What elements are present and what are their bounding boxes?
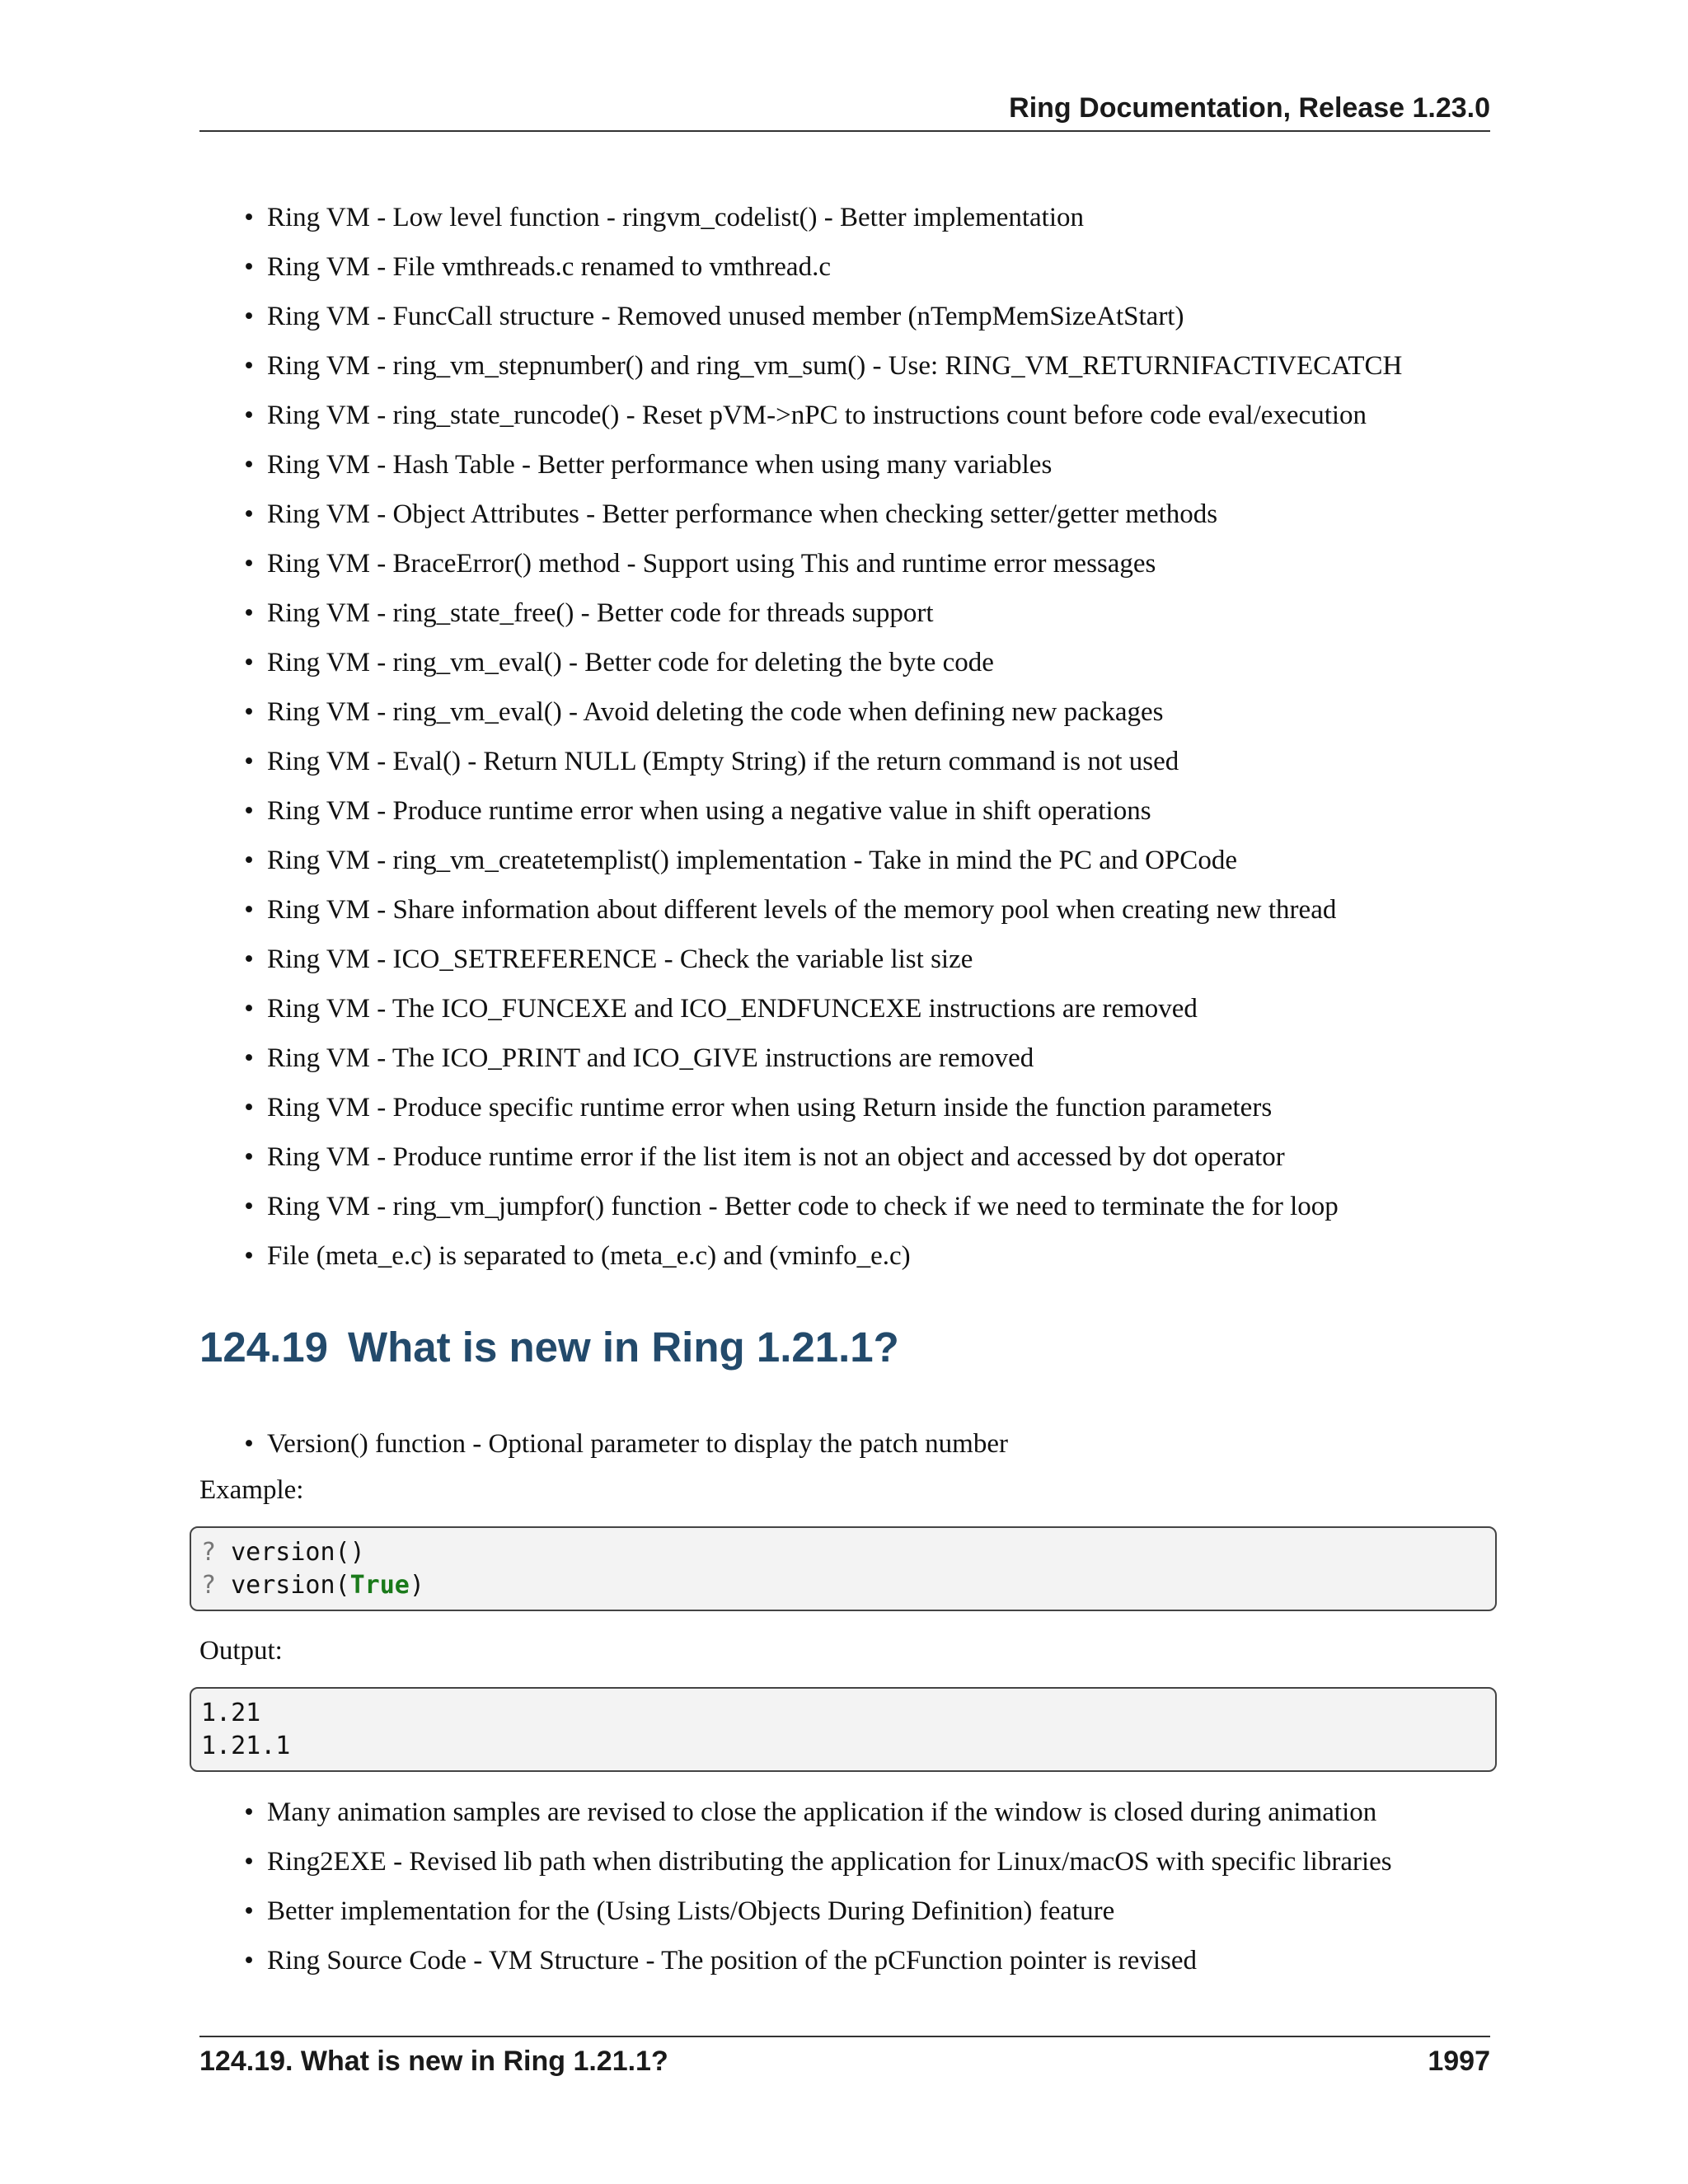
list-item-text: Ring VM - Produce specific runtime error when using Return inside the function parameters <box>267 1093 1273 1122</box>
footer-divider <box>199 2036 1490 2037</box>
bullet-icon: • <box>244 1797 254 1827</box>
list-item-text: Ring VM - ring_vm_eval() - Better code for deleting the byte code <box>267 648 994 677</box>
list-item <box>199 490 1490 539</box>
code-text: version( <box>216 1571 350 1600</box>
list-item <box>199 391 1490 440</box>
code-prompt: ? <box>201 1538 217 1567</box>
list-item-text: Version() function - Optional parameter to display the patch number <box>267 1429 1008 1459</box>
bullet-icon: • <box>244 450 254 480</box>
list-item <box>199 638 1490 687</box>
list-item-text: Ring VM - ring_state_runcode() - Reset pVM->nPC to instructions count before code eval/execution <box>267 401 1367 430</box>
list-item <box>199 687 1490 737</box>
bullet-icon: • <box>244 796 254 826</box>
list-item <box>199 588 1490 638</box>
list-item-text: Ring VM - ICO_SETREFERENCE - Check the variable list size <box>267 944 973 974</box>
list-item <box>199 440 1490 490</box>
list-item-text: Ring Source Code - VM Structure - The position of the pCFunction pointer is revised <box>267 1946 1197 1975</box>
code-keyword: True <box>349 1571 410 1600</box>
bullet-icon: • <box>244 1241 254 1271</box>
list-item <box>199 984 1490 1033</box>
bullet-icon: • <box>244 252 254 282</box>
list-item-text: Ring VM - ring_vm_jumpfor() function - Better code to check if we need to terminate the for loop <box>267 1192 1339 1221</box>
bullet-icon: • <box>244 598 254 628</box>
list-item-text: Ring VM - BraceError() method - Support using This and runtime error messages <box>267 549 1156 579</box>
code-text: version() <box>216 1538 365 1567</box>
bullet-icon: • <box>244 1896 254 1926</box>
bullet-icon: • <box>244 1043 254 1073</box>
list-item <box>199 1936 1490 1985</box>
bullet-icon: • <box>244 1093 254 1122</box>
bullet-icon: • <box>244 351 254 381</box>
list-item-text: Ring VM - ring_vm_createtemplist() implementation - Take in mind the PC and OPCode <box>267 846 1237 875</box>
list-item <box>199 786 1490 836</box>
list-item-text: Ring VM - Produce runtime error if the list item is not an object and accessed by dot operator <box>267 1142 1285 1172</box>
list-item-text: Ring VM - ring_vm_stepnumber() and ring_vm_sum() - Use: RING_VM_RETURNIFACTIVECATCH <box>267 351 1403 381</box>
bullet-icon: • <box>244 1142 254 1172</box>
code-line <box>201 1536 1485 1569</box>
list-item-text: Ring VM - The ICO_PRINT and ICO_GIVE instructions are removed <box>267 1043 1034 1073</box>
list-item <box>199 1132 1490 1182</box>
list-item-text: Ring VM - File vmthreads.c renamed to vmthread.c <box>267 252 831 282</box>
list-item <box>199 1419 1490 1469</box>
bullet-icon: • <box>244 1192 254 1221</box>
list-item-text: Ring VM - ring_vm_eval() - Avoid deleting the code when defining new packages <box>267 697 1164 727</box>
page-number: 1997 <box>1428 2046 1490 2077</box>
list-item-text: Ring VM - Eval() - Return NULL (Empty String) if the return command is not used <box>267 747 1179 776</box>
list-item-text: Ring VM - Hash Table - Better performance when using many variables <box>267 450 1053 480</box>
output-line: 1.21.1 <box>201 1732 291 1760</box>
example-label: Example: <box>199 1475 304 1505</box>
code-text: ) <box>409 1571 424 1600</box>
bullet-icon: • <box>244 648 254 677</box>
list-item-text: Ring VM - FuncCall structure - Removed unused member (nTempMemSizeAtStart) <box>267 302 1184 331</box>
header-divider <box>199 130 1490 132</box>
list-item <box>199 1083 1490 1132</box>
bullet-icon: • <box>244 697 254 727</box>
list-item <box>199 539 1490 588</box>
bullet-icon: • <box>244 401 254 430</box>
code-output-block <box>190 1687 1497 1772</box>
list-item-text: Ring VM - The ICO_FUNCEXE and ICO_ENDFUNCEXE instructions are removed <box>267 994 1198 1024</box>
list-item <box>199 1788 1490 1837</box>
list-item <box>199 737 1490 786</box>
bullet-icon: • <box>244 549 254 579</box>
list-item-text: Better implementation for the (Using Lists/Objects During Definition) feature <box>267 1896 1115 1926</box>
list-item <box>199 1231 1490 1281</box>
bullet-icon: • <box>244 1946 254 1975</box>
list-item <box>199 193 1490 242</box>
list-item-text: Ring2EXE - Revised lib path when distributing the application for Linux/macOS with specific libraries <box>267 1847 1392 1877</box>
list-item <box>199 836 1490 885</box>
code-example-block <box>190 1526 1497 1611</box>
bullet-icon: • <box>244 895 254 925</box>
bullet-icon: • <box>244 499 254 529</box>
bullet-icon: • <box>244 1847 254 1877</box>
code-prompt: ? <box>201 1571 217 1600</box>
vm-changes-list <box>199 193 1490 1281</box>
running-header: Ring Documentation, Release 1.23.0 <box>1009 92 1490 124</box>
section-heading <box>199 1323 899 1371</box>
list-item-text: Ring VM - Object Attributes - Better performance when checking setter/getter methods <box>267 499 1218 529</box>
section-title-text: What is new in Ring 1.21.1? <box>348 1324 899 1371</box>
list-item-text: Ring VM - ring_state_free() - Better code for threads support <box>267 598 934 628</box>
bullet-icon: • <box>244 846 254 875</box>
list-item <box>199 1182 1490 1231</box>
list-item-text: Many animation samples are revised to close the application if the window is closed during animation <box>267 1797 1377 1827</box>
list-item-text: Ring VM - Share information about different levels of the memory pool when creating new thread <box>267 895 1337 925</box>
section-number: 124.19 <box>199 1324 328 1371</box>
version-feature-list <box>199 1419 1490 1469</box>
list-item-text: File (meta_e.c) is separated to (meta_e.c) and (vminfo_e.c) <box>267 1241 911 1271</box>
bullet-icon: • <box>244 944 254 974</box>
list-item <box>199 341 1490 391</box>
list-item <box>199 1837 1490 1886</box>
bullet-icon: • <box>244 302 254 331</box>
output-label: Output: <box>199 1636 283 1666</box>
list-item <box>199 292 1490 341</box>
code-line <box>201 1569 1485 1602</box>
list-item <box>199 885 1490 935</box>
misc-changes-list <box>199 1788 1490 1985</box>
list-item <box>199 242 1490 292</box>
list-item <box>199 1886 1490 1936</box>
bullet-icon: • <box>244 747 254 776</box>
list-item <box>199 1033 1490 1083</box>
bullet-icon: • <box>244 203 254 232</box>
footer-section-ref: 124.19. What is new in Ring 1.21.1? <box>199 2046 668 2077</box>
output-line: 1.21 <box>201 1699 261 1727</box>
list-item-text: Ring VM - Low level function - ringvm_codelist() - Better implementation <box>267 203 1085 232</box>
bullet-icon: • <box>244 1429 254 1459</box>
list-item <box>199 935 1490 984</box>
list-item-text: Ring VM - Produce runtime error when using a negative value in shift operations <box>267 796 1151 826</box>
bullet-icon: • <box>244 994 254 1024</box>
